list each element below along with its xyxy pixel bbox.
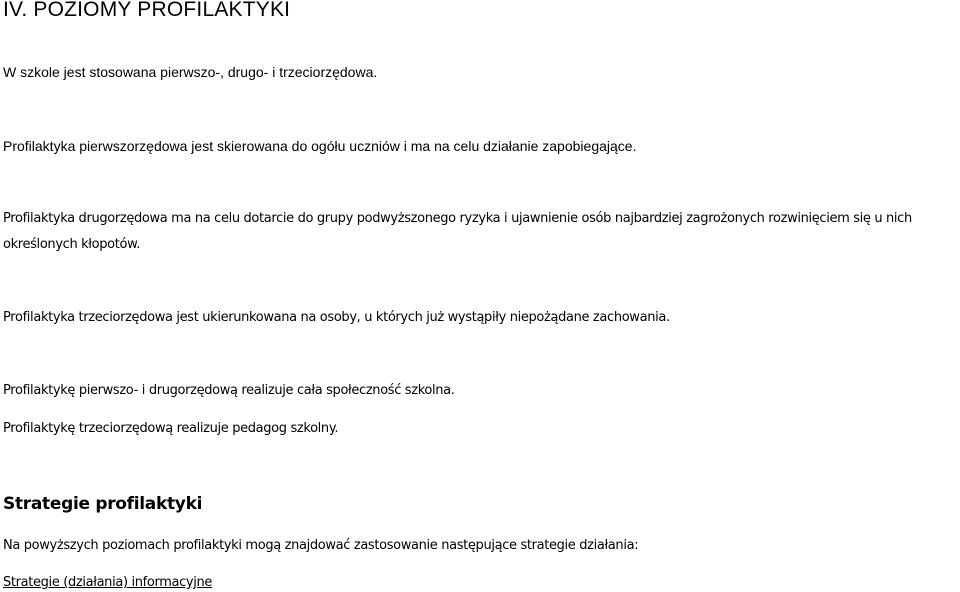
paragraph-realization-tertiary: Profilaktykę trzeciorzędową realizuje pedagog szkolny. bbox=[3, 421, 339, 436]
paragraph-secondary-prevention: Profilaktyka drugorzędowa ma na celu dotarcie do grupy podwyższonego ryzyka i ujawnienie osób najbardziej zagrożonych rozwinięciem się u nich określonych kłopotów. bbox=[3, 211, 912, 252]
paragraph-realization-primary-secondary: Profilaktykę pierwszo- i drugorzędową realizuje cała społeczność szkolna. bbox=[3, 383, 455, 398]
paragraph-intro: W szkole jest stosowana pierwszo-, drugo- i trzeciorzędowa. bbox=[3, 64, 378, 80]
section-heading-strategies: Strategie profilaktyki bbox=[3, 494, 203, 514]
page-title: IV. POZIOMY PROFILAKTYKI bbox=[3, 0, 291, 21]
paragraph-strategies-intro: Na powyższych poziomach profilaktyki mogą znajdować zastosowanie następujące strategie działania: bbox=[3, 538, 639, 553]
paragraph-primary-prevention: Profilaktyka pierwszorzędowa jest skierowana do ogółu uczniów i ma na celu działanie zapobiegające. bbox=[3, 138, 637, 154]
strategy-informational-heading: Strategie (działania) informacyjne bbox=[3, 575, 213, 590]
paragraph-tertiary-prevention: Profilaktyka trzeciorzędowa jest ukierunkowana na osoby, u których już wystąpiły niepożądane zachowania. bbox=[3, 310, 670, 325]
